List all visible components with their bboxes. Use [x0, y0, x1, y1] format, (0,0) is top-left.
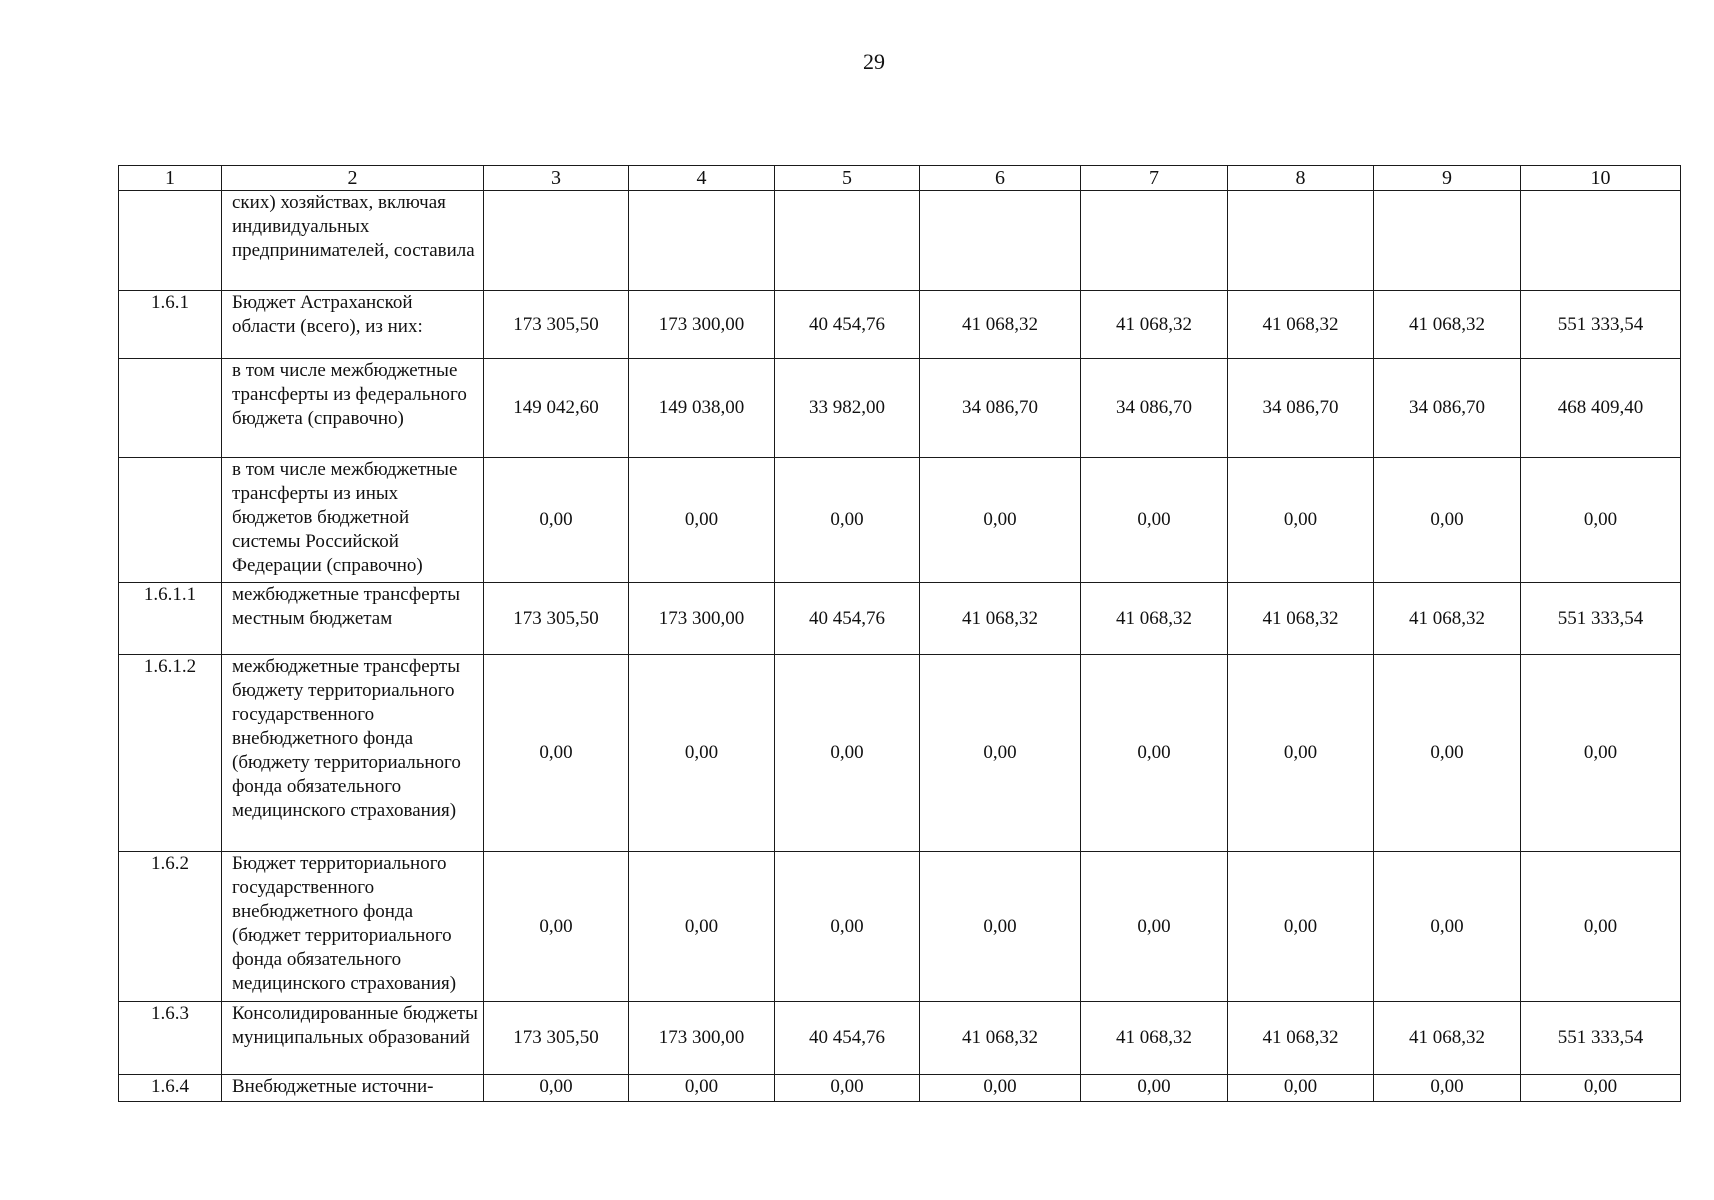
- table-row: [119, 359, 1681, 458]
- cell-value: 0,00: [1081, 458, 1228, 583]
- cell-value: 0,00: [1374, 458, 1521, 583]
- cell-value: 0,00: [1081, 1075, 1228, 1102]
- cell-value: 40 454,76: [775, 583, 920, 655]
- row-name: Бюджет территориального государственного внебюджетного фонда (бюджет территориального фонда обязательного медицинского страхования): [222, 852, 484, 1002]
- cell-value: 551 333,54: [1521, 291, 1681, 359]
- cell-value: [920, 191, 1081, 291]
- cell-value: 173 305,50: [484, 291, 629, 359]
- cell-value: [1521, 191, 1681, 291]
- cell-value: 41 068,32: [1081, 1002, 1228, 1075]
- column-header: 10: [1521, 166, 1681, 191]
- cell-value: [629, 191, 775, 291]
- cell-value: [1228, 191, 1374, 291]
- cell-value: 0,00: [1081, 852, 1228, 1002]
- row-number: 1.6.4: [119, 1075, 222, 1102]
- cell-value: 0,00: [920, 852, 1081, 1002]
- cell-value: 173 305,50: [484, 1002, 629, 1075]
- column-header: 5: [775, 166, 920, 191]
- column-header: 7: [1081, 166, 1228, 191]
- cell-value: 33 982,00: [775, 359, 920, 458]
- cell-value: 41 068,32: [1228, 291, 1374, 359]
- cell-value: [775, 191, 920, 291]
- cell-value: 0,00: [1374, 1075, 1521, 1102]
- cell-value: 41 068,32: [1081, 583, 1228, 655]
- cell-value: 0,00: [920, 655, 1081, 852]
- cell-value: 0,00: [484, 458, 629, 583]
- cell-value: [484, 191, 629, 291]
- table-row: [119, 1002, 1681, 1075]
- table-header-row: [119, 166, 1681, 191]
- row-name: межбюджетные трансферты бюджету территориального государственного внебюджетного фонда (бюджету территориального фонда обязательного медицинского страхования): [222, 655, 484, 852]
- cell-value: 0,00: [629, 458, 775, 583]
- cell-value: 34 086,70: [1228, 359, 1374, 458]
- column-header: 9: [1374, 166, 1521, 191]
- column-header: 4: [629, 166, 775, 191]
- row-number: 1.6.1.1: [119, 583, 222, 655]
- row-name: межбюджетные трансферты местным бюджетам: [222, 583, 484, 655]
- cell-value: 0,00: [1521, 852, 1681, 1002]
- cell-value: 0,00: [775, 1075, 920, 1102]
- cell-value: 0,00: [484, 1075, 629, 1102]
- row-number: 1.6.1: [119, 291, 222, 359]
- cell-value: 149 038,00: [629, 359, 775, 458]
- page-number: 29: [863, 49, 885, 74]
- row-number: [119, 359, 222, 458]
- cell-value: 41 068,32: [1228, 1002, 1374, 1075]
- cell-value: 34 086,70: [1374, 359, 1521, 458]
- cell-value: 40 454,76: [775, 291, 920, 359]
- table-row: [119, 458, 1681, 583]
- cell-value: 0,00: [1521, 458, 1681, 583]
- cell-value: [1081, 191, 1228, 291]
- cell-value: 0,00: [1228, 852, 1374, 1002]
- cell-value: 0,00: [1521, 655, 1681, 852]
- cell-value: 551 333,54: [1521, 1002, 1681, 1075]
- cell-value: 0,00: [920, 458, 1081, 583]
- cell-value: 40 454,76: [775, 1002, 920, 1075]
- column-header: 6: [920, 166, 1081, 191]
- budget-table: [118, 165, 1681, 1102]
- cell-value: 0,00: [1521, 1075, 1681, 1102]
- cell-value: 0,00: [1374, 852, 1521, 1002]
- row-number: [119, 191, 222, 291]
- cell-value: 149 042,60: [484, 359, 629, 458]
- row-name: Бюджет Астраханской области (всего), из них:: [222, 291, 484, 359]
- table-row: [119, 191, 1681, 291]
- cell-value: 173 300,00: [629, 291, 775, 359]
- row-number: 1.6.1.2: [119, 655, 222, 852]
- row-name: Внебюджетные источни-: [222, 1075, 484, 1102]
- cell-value: 0,00: [484, 852, 629, 1002]
- row-number: [119, 458, 222, 583]
- cell-value: 0,00: [1228, 1075, 1374, 1102]
- table-row: [119, 655, 1681, 852]
- column-header: 3: [484, 166, 629, 191]
- cell-value: 41 068,32: [920, 1002, 1081, 1075]
- cell-value: 41 068,32: [920, 583, 1081, 655]
- cell-value: 34 086,70: [1081, 359, 1228, 458]
- cell-value: 0,00: [775, 458, 920, 583]
- row-number: 1.6.2: [119, 852, 222, 1002]
- cell-value: 0,00: [775, 852, 920, 1002]
- cell-value: 0,00: [1228, 458, 1374, 583]
- cell-value: 173 300,00: [629, 583, 775, 655]
- cell-value: 0,00: [629, 852, 775, 1002]
- table-row: [119, 852, 1681, 1002]
- cell-value: 173 300,00: [629, 1002, 775, 1075]
- column-header: 1: [119, 166, 222, 191]
- row-name: в том числе межбюджетные трансферты из федерального бюджета (справочно): [222, 359, 484, 458]
- cell-value: 0,00: [484, 655, 629, 852]
- cell-value: 41 068,32: [1374, 291, 1521, 359]
- cell-value: 468 409,40: [1521, 359, 1681, 458]
- cell-value: 0,00: [629, 1075, 775, 1102]
- cell-value: 41 068,32: [920, 291, 1081, 359]
- row-name: ских) хозяйствах, включая индивидуальных предпринимателей, составила: [222, 191, 484, 291]
- cell-value: 34 086,70: [920, 359, 1081, 458]
- column-header: 8: [1228, 166, 1374, 191]
- row-name: Консолидированные бюджеты муниципальных образований: [222, 1002, 484, 1075]
- cell-value: 0,00: [629, 655, 775, 852]
- row-number: 1.6.3: [119, 1002, 222, 1075]
- cell-value: 0,00: [920, 1075, 1081, 1102]
- cell-value: 41 068,32: [1081, 291, 1228, 359]
- row-name: в том числе межбюджетные трансферты из иных бюджетов бюджетной системы Российской Федерации (справочно): [222, 458, 484, 583]
- table-row: [119, 583, 1681, 655]
- column-header: 2: [222, 166, 484, 191]
- cell-value: 41 068,32: [1374, 583, 1521, 655]
- cell-value: 41 068,32: [1374, 1002, 1521, 1075]
- cell-value: 0,00: [1081, 655, 1228, 852]
- cell-value: 0,00: [775, 655, 920, 852]
- cell-value: 41 068,32: [1228, 583, 1374, 655]
- table-row: [119, 291, 1681, 359]
- cell-value: 551 333,54: [1521, 583, 1681, 655]
- cell-value: 0,00: [1228, 655, 1374, 852]
- cell-value: [1374, 191, 1521, 291]
- table-row: [119, 1075, 1681, 1102]
- cell-value: 0,00: [1374, 655, 1521, 852]
- cell-value: 173 305,50: [484, 583, 629, 655]
